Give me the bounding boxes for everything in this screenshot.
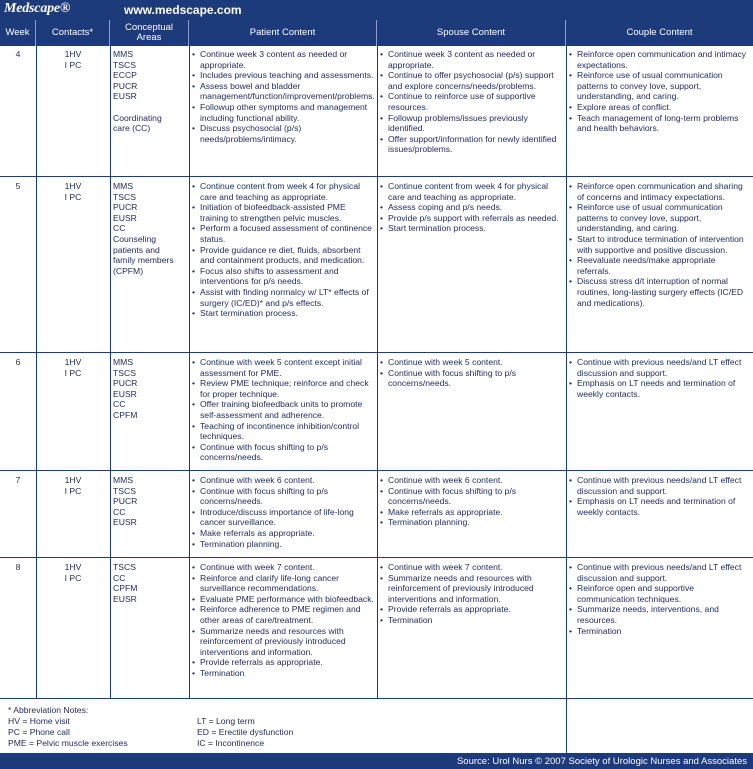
contact-entry: 1HV <box>64 357 82 367</box>
couple-bullet-list <box>569 49 750 134</box>
spouse-content-cell <box>377 181 566 234</box>
abbreviation-notes <box>0 698 753 753</box>
patient-content-cell <box>189 475 377 549</box>
header-conceptual-areas <box>110 20 189 46</box>
bullet-item: • Reevaluate needs/make appropriate referrals. <box>569 255 750 276</box>
header-areas-line2: Areas <box>136 32 162 43</box>
bullet-item: • Summarize needs and resources with reinforcement of previously introduced interventions and information. <box>192 626 374 658</box>
bullet-item: • Continue to offer psychosocial (p/s) support and explore concerns/needs/problems. <box>380 70 563 91</box>
bullet-item: • Continue with week 7 content. <box>192 562 374 573</box>
patient-content-cell <box>189 357 377 463</box>
contacts-cell <box>36 562 110 583</box>
area-code: Coordinating <box>113 112 162 123</box>
area-code: EUSR <box>113 517 137 528</box>
bullet-item: • Continue content from week 4 for physical care and teaching as appropriate. <box>192 181 374 202</box>
note-hv: HV = Home visit <box>8 716 70 726</box>
spouse-bullet-list <box>380 181 563 234</box>
bullet-item: • Provide referrals as appropriate. <box>380 604 563 615</box>
bullet-item: • Initiation of biofeedback-assisted PME training to strengthen pelvic muscles. <box>192 202 374 223</box>
area-code: family members <box>113 255 174 266</box>
couple-bullet-list <box>569 562 750 636</box>
area-code: MMS <box>113 357 134 367</box>
medscape-logo[interactable]: Medscape® <box>4 1 71 16</box>
bullet-item: • Summarize needs, interventions, and resources. <box>569 604 750 625</box>
bullet-item: • Offer support/information for newly identified issues/problems. <box>380 134 563 155</box>
contacts-cell <box>36 181 110 202</box>
bullet-item: • Evaluate PME performance with biofeedback. <box>192 594 374 605</box>
bullet-item: • Continue content from week 4 for physical care and teaching as appropriate. <box>380 181 563 202</box>
couple-content-cell <box>566 357 753 399</box>
bullet-item: • Continue with week 6 content. <box>192 475 374 486</box>
note-lt: LT = Long term <box>197 716 255 726</box>
bullet-item: • Termination <box>192 668 374 679</box>
bullet-item: • Continue with week 6 content. <box>380 475 563 486</box>
row-divider <box>0 352 753 353</box>
contact-entry: I PC <box>64 59 82 70</box>
patient-bullet-list <box>192 475 374 549</box>
bullet-item: • Continue with focus shifting to p/s concerns/needs. <box>380 486 563 507</box>
bullet-item: • Continue week 3 content as needed or appropriate. <box>192 49 374 70</box>
bullet-item: • Provide referrals as appropriate. <box>192 657 374 668</box>
contact-entry: 1HV <box>64 181 82 191</box>
couple-content-cell <box>566 475 753 517</box>
area-code: MMS <box>113 475 134 485</box>
bullet-item: • Continue with previous needs/and LT effect discussion and support. <box>569 357 750 378</box>
note-pc: PC = Phone call <box>8 727 70 737</box>
bullet-item: • Offer training biofeedback units to promote self-assessment and adherence. <box>192 399 374 420</box>
patient-bullet-list <box>192 357 374 463</box>
column-divider <box>566 46 567 753</box>
bullet-item: • Followup other symptoms and management including functional ability. <box>192 102 374 123</box>
bullet-item: • Continue with week 7 content. <box>380 562 563 573</box>
bullet-item: • Emphasis on LT needs and termination of weekly contacts. <box>569 496 750 517</box>
area-code: EUSR <box>113 91 137 102</box>
area-code: TSCS <box>113 485 136 496</box>
bullet-item: • Reinforce open communication and intimacy expectations. <box>569 49 750 70</box>
note-pme: PME = Pelvic muscle exercises <box>8 738 128 748</box>
header-contacts: Contacts* <box>36 20 110 46</box>
bullet-item: • Continue with week 5 content. <box>380 357 563 368</box>
contacts-cell <box>36 475 110 496</box>
area-code: CC <box>113 223 126 234</box>
bullet-item: • Teaching of incontinence inhibition/control techniques. <box>192 421 374 442</box>
bullet-item: • Reinforce adherence to PME regimen and other areas of care/treatment. <box>192 604 374 625</box>
note-ed: ED = Erectile dysfunction <box>197 727 294 737</box>
bullet-item: • Make referrals as appropriate. <box>380 507 563 518</box>
area-code: CPFM <box>113 409 138 420</box>
bullet-item: • Reinforce use of usual communication patterns to convey love, support, understanding, and caring. <box>569 202 750 234</box>
bullet-item: • Continue with week 5 content except initial assessment for PME. <box>192 357 374 378</box>
area-code: PUCR <box>113 202 138 213</box>
bullet-item: • Discuss psychosocial (p/s) needs/problems/intimacy. <box>192 123 374 144</box>
bullet-item: • Continue with focus shifting to p/s concerns/needs. <box>380 368 563 389</box>
contact-entry: I PC <box>64 572 82 583</box>
area-code: EUSR <box>113 388 137 399</box>
row-divider <box>0 470 753 471</box>
area-code: CC <box>113 506 126 517</box>
area-code: CPFM <box>113 583 138 594</box>
bullet-item: • Assess coping and p/s needs. <box>380 202 563 213</box>
week-number: 5 <box>15 181 21 191</box>
bullet-item: • Emphasis on LT needs and termination of weekly contacts. <box>569 378 750 399</box>
area-code: CC <box>113 399 126 410</box>
site-url[interactable]: www.medscape.com <box>124 3 242 17</box>
area-code: TSCS <box>113 562 136 572</box>
bullet-item: • Start termination process. <box>380 223 563 234</box>
row-divider <box>0 176 753 177</box>
contacts-cell <box>36 49 110 70</box>
week-number: 6 <box>15 357 21 367</box>
patient-bullet-list <box>192 49 374 144</box>
contact-entry: 1HV <box>64 475 82 485</box>
conceptual-areas-cell <box>110 181 189 276</box>
spouse-content-cell <box>377 49 566 155</box>
patient-bullet-list <box>192 181 374 319</box>
couple-content-cell <box>566 562 753 636</box>
area-code: MMS <box>113 49 134 59</box>
bullet-item: • Explore areas of conflict. <box>569 102 750 113</box>
spouse-content-cell <box>377 562 566 626</box>
bullet-item: • Termination <box>380 615 563 626</box>
bullet-item: • Termination planning. <box>192 539 374 550</box>
spouse-bullet-list <box>380 475 563 528</box>
bullet-item: • Focus also shifts to assessment and interventions for p/s needs. <box>192 266 374 287</box>
area-code: Counseling <box>113 233 156 244</box>
area-code: EUSR <box>113 593 137 604</box>
contact-entry: I PC <box>64 191 82 202</box>
bullet-item: • Termination <box>569 626 750 637</box>
spouse-bullet-list <box>380 357 563 389</box>
area-code: PUCR <box>113 80 138 91</box>
couple-bullet-list <box>569 475 750 517</box>
area-code: TSCS <box>113 59 136 70</box>
conceptual-areas-cell <box>110 475 189 528</box>
top-banner <box>0 0 753 20</box>
header-couple-content: Couple Content <box>566 20 753 46</box>
bullet-item: • Termination planning. <box>380 517 563 528</box>
bullet-item: • Continue to reinforce use of supportive resources. <box>380 91 563 112</box>
bullet-item: • Review PME technique; reinforce and check for proper technique. <box>192 378 374 399</box>
bullet-item: • Reinforce use of usual communication patterns to convey love, support, understanding, and caring. <box>569 70 750 102</box>
contact-entry: I PC <box>64 367 82 378</box>
area-code: MMS <box>113 181 134 191</box>
area-code <box>113 102 186 113</box>
contact-entry: 1HV <box>64 562 82 572</box>
area-code: PUCR <box>113 496 138 507</box>
bullet-item: • Summarize needs and resources with reinforcement of previously introduced interventions and information. <box>380 573 563 605</box>
area-code: ECCP <box>113 70 137 81</box>
couple-bullet-list <box>569 357 750 399</box>
spouse-content-cell <box>377 475 566 528</box>
bullet-item: • Provide guidance re diet, fluids, absorbent and containment products, and medication. <box>192 245 374 266</box>
patient-content-cell <box>189 562 377 679</box>
conceptual-areas-cell <box>110 562 189 604</box>
conceptual-areas-cell <box>110 49 189 134</box>
contact-entry: I PC <box>64 485 82 496</box>
contact-entry: 1HV <box>64 49 82 59</box>
bullet-item: • Reinforce open communication and sharing of concerns and intimacy expectations. <box>569 181 750 202</box>
bullet-item: • Assess bowel and bladder management/function/improvement/problems. <box>192 81 374 102</box>
area-code: EUSR <box>113 212 137 223</box>
couple-content-cell <box>566 49 753 134</box>
area-code: CC <box>113 572 126 583</box>
area-code: TSCS <box>113 367 136 378</box>
notes-title: * Abbreviation Notes: <box>8 705 89 715</box>
row-divider <box>0 557 753 558</box>
patient-content-cell <box>189 49 377 144</box>
bullet-item: • Assist with finding normalcy w/ LT* effects of surgery (IC/ED)* and p/s effects. <box>192 287 374 308</box>
header-week: Week <box>0 20 36 46</box>
conceptual-areas-cell <box>110 357 189 421</box>
area-code: TSCS <box>113 191 136 202</box>
bullet-item: • Reinforce open and supportive communication techniques. <box>569 583 750 604</box>
bullet-item: • Perform a focused assessment of continence status. <box>192 223 374 244</box>
bullet-item: • Make referrals as appropriate. <box>192 528 374 539</box>
header-spouse-content: Spouse Content <box>377 20 566 46</box>
header-patient-content: Patient Content <box>189 20 377 46</box>
area-code: patients and <box>113 244 160 255</box>
contacts-cell <box>36 357 110 378</box>
patient-content-cell <box>189 181 377 319</box>
bullet-item: • Provide p/s support with referrals as needed. <box>380 213 563 224</box>
couple-bullet-list <box>569 181 750 308</box>
spouse-bullet-list <box>380 49 563 155</box>
bullet-item: • Continue week 3 content as needed or appropriate. <box>380 49 563 70</box>
bullet-item: • Reinforce and clarify life-long cancer surveillance recommendations. <box>192 573 374 594</box>
week-number: 7 <box>15 475 21 485</box>
bullet-item: • Introduce/discuss importance of life-long cancer surveillance. <box>192 507 374 528</box>
bullet-item: • Teach management of long-term problems and health behaviors. <box>569 113 750 134</box>
area-code: care (CC) <box>113 123 151 134</box>
bullet-item: • Start termination process. <box>192 308 374 319</box>
bullet-item: • Start to introduce termination of intervention with supportive and positive discussion. <box>569 234 750 255</box>
week-number: 8 <box>15 562 21 572</box>
area-code: PUCR <box>113 378 138 389</box>
couple-content-cell <box>566 181 753 308</box>
bullet-item: • Includes previous teaching and assessments. <box>192 70 374 81</box>
spouse-content-cell <box>377 357 566 389</box>
note-ic: IC = Incontinence <box>197 738 265 748</box>
area-code: (CPFM) <box>113 265 144 276</box>
spouse-bullet-list <box>380 562 563 626</box>
bullet-item: • Continue with previous needs/and LT effect discussion and support. <box>569 475 750 496</box>
header-areas-line1: Conceptual <box>124 22 174 33</box>
source-bar: Source: Urol Nurs © 2007 Society of Urologic Nurses and Associates <box>0 753 753 769</box>
bullet-item: • Continue with focus shifting to p/s concerns/needs. <box>192 486 374 507</box>
bullet-item: • Discuss stress d/t interruption of normal routines, long-lasting surgery effects (IC/ED and medications). <box>569 276 750 308</box>
patient-bullet-list <box>192 562 374 679</box>
bullet-item: • Continue with focus shifting to p/s concerns/needs. <box>192 442 374 463</box>
week-number: 4 <box>15 49 21 59</box>
bullet-item: • Followup problems/issues previously identified. <box>380 113 563 134</box>
bullet-item: • Continue with previous needs/and LT effect discussion and support. <box>569 562 750 583</box>
